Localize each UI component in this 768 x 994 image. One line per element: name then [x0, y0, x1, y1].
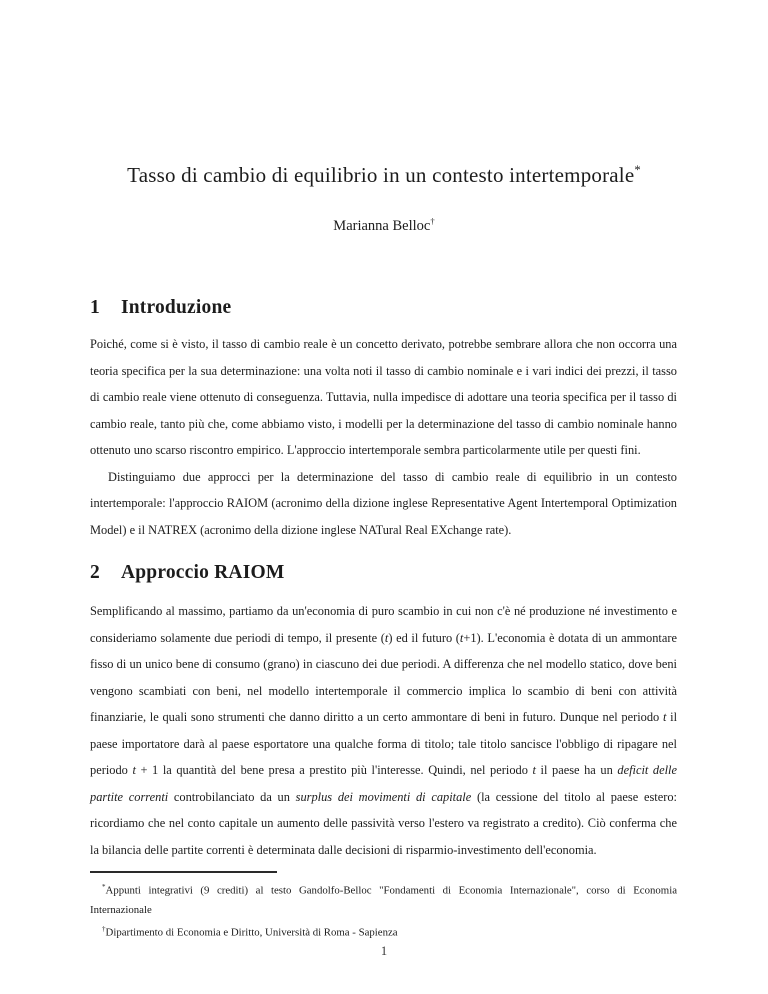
- paragraph: [90, 464, 677, 544]
- text-segment: ) ed il futuro (: [388, 630, 460, 645]
- footnote-text: Dipartimento di Economia e Diritto, Università di Roma - Sapienza: [105, 926, 398, 939]
- paper-title-text: Tasso di cambio di equilibrio in un contesto intertemporale: [127, 163, 635, 187]
- emphasized-text-segment: t: [384, 630, 389, 645]
- emphasized-text-segment: t: [132, 763, 136, 777]
- page-number: 1: [380, 944, 388, 958]
- footnote: [90, 878, 677, 921]
- text-segment: Poiché, come si è visto, il tasso di cambio reale è un concetto derivato, potrebbe sembrare allora che non occorra una teoria specifica per la sua determinazione: una volta noti il tasso di cambio nominale e i vari indici dei prezzi, il tasso di cambio reale viene ottenuto di conseguenza. Tuttavia, nulla impedisce di adottare una teoria specifica per il tasso di cambio reale, tanto più che, come abbiamo visto, i modelli per la determinazione del tasso di cambio nominale hanno ottenuto uno scarso riscontro empirico. L'approccio intertemporale sembra particolarmente utile per questi fini.: [90, 337, 677, 457]
- paragraph: [90, 331, 677, 464]
- text-segment: + 1 la quantità del bene presa a prestito più l'interesse. Quindi, nel periodo: [135, 763, 533, 777]
- section-introduzione-body: [90, 331, 677, 543]
- footnote-text: Appunti integrativi (9 crediti) al testo Gandolfo-Belloc "Fondamenti di Economia Internazionale", corso di Economia Internazionale: [90, 884, 677, 916]
- footnote-mark: *: [102, 882, 106, 891]
- emphasized-text-segment: t: [459, 630, 464, 645]
- section-heading-introduzione: [90, 297, 231, 319]
- section-number: 1: [90, 297, 100, 318]
- text-segment: controbilanciato da un: [168, 789, 296, 804]
- section-approccio-raiom-body: [90, 598, 677, 863]
- title-footnote-mark: *: [634, 163, 641, 177]
- footnote-rule: [90, 871, 277, 873]
- author-footnote-mark: †: [430, 216, 435, 226]
- emphasized-text-segment: t: [532, 763, 536, 777]
- text-segment: Semplificando al massimo, partiamo da un'economia di puro scambio in cui non c'è né produzione né investimento e consideriamo solamente due periodi di tempo, il presente (: [90, 604, 677, 645]
- paper-title: [0, 163, 768, 188]
- section-title: Approccio RAIOM: [120, 562, 285, 583]
- emphasized-text-segment: t: [662, 710, 667, 724]
- text-segment: il paese importatore darà al paese esportatore una qualche forma di titolo; tale titolo sancisce l'obbligo di ripagare nel periodo: [90, 710, 678, 777]
- author-line: [0, 216, 768, 235]
- section-title: Introduzione: [120, 297, 232, 318]
- footnotes-area: [90, 871, 677, 943]
- text-segment: il paese ha un: [535, 763, 618, 777]
- footnote: [90, 920, 677, 943]
- emphasized-text-segment: deficit delle partite correnti: [90, 763, 678, 804]
- emphasized-text-segment: surplus dei movimenti di capitale: [295, 789, 472, 804]
- text-segment: (la cessione del titolo al paese estero: ricordiamo che nel conto capitale un aumento delle passività verso l'estero va registrato a credito). Ciò conferma che la bilancia delle partite correnti è determinata dalle decisioni di risparmio-investimento dell'economia.: [90, 789, 677, 857]
- text-segment: Distinguiamo due approcci per la determinazione del tasso di cambio reale di equilibrio in un contesto intertemporale: l'approccio RAIOM (acronimo della dizione inglese Representative Agent Intertemporal Optimization Model) e il NATREX (acronimo della dizione inglese NATural Real EXchange rate).: [90, 469, 677, 537]
- author-name: Marianna Belloc: [333, 217, 431, 234]
- paragraph: [90, 598, 677, 863]
- footnote-mark: †: [102, 925, 106, 934]
- section-heading-approccio-raiom: [90, 562, 284, 584]
- text-segment: +1). L'economia è dotata di un ammontare fisso di un unico bene di consumo (grano) in ciascuno dei due periodi. A differenza che nel modello statico, dove beni vengono scambiati con beni, nel modello intertemporale il commercio implica lo scambio di beni con attività finanziarie, le quali sono strumenti che danno diritto a un certo ammontare di beni in futuro. Dunque nel periodo: [90, 630, 677, 724]
- section-number: 2: [90, 562, 100, 583]
